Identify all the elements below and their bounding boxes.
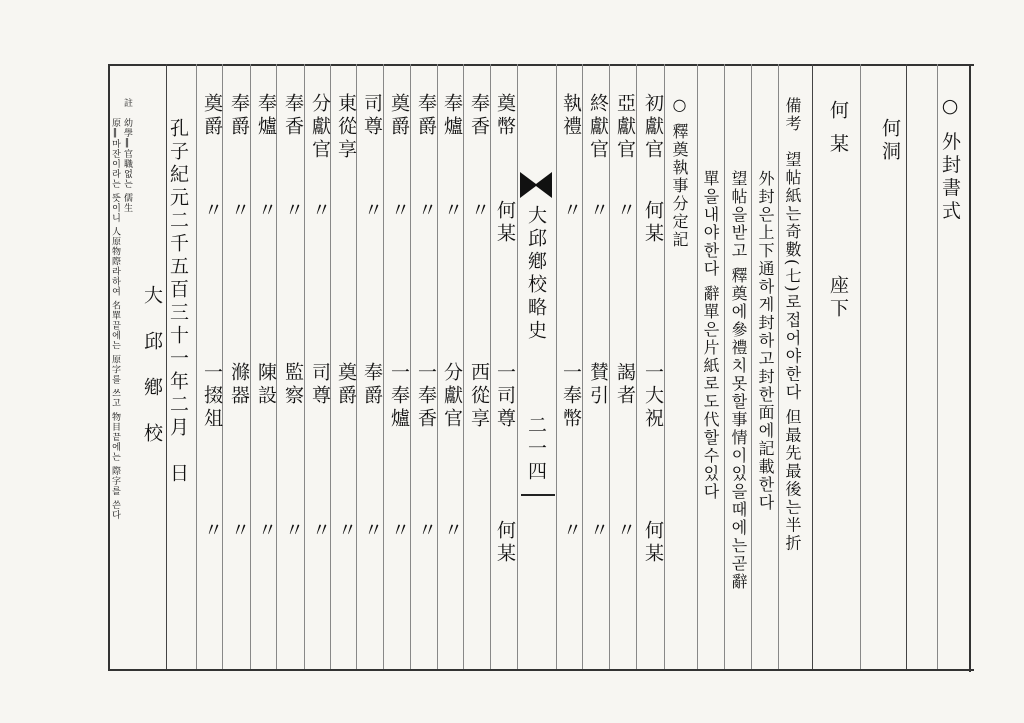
rule (196, 64, 197, 669)
roster-top: 奉爐 (255, 93, 277, 139)
roster-top: 分獻官 (309, 93, 331, 162)
duty-last: 何某 (642, 520, 664, 566)
remarks-line-4: 單을내야한다 辭單은片紙로도代할수있다 (701, 170, 720, 502)
rule (751, 64, 752, 669)
footnote-label: 註 (122, 98, 132, 108)
rule (463, 64, 464, 669)
rule (812, 64, 813, 669)
roster-mid: 〃 (468, 200, 490, 223)
roster-mid: 〃 (228, 200, 250, 223)
roster-top: 奉香 (282, 93, 304, 139)
roster-top: 司尊 (361, 93, 383, 139)
roster-last: 〃 (415, 520, 437, 543)
roster-top: 奉爵 (415, 93, 437, 139)
page-number-rule (521, 494, 555, 496)
duty-top: 終獻官 (587, 93, 609, 162)
roster-last: 〃 (388, 520, 410, 543)
rule (383, 64, 384, 669)
rule (437, 64, 438, 669)
rule (664, 64, 665, 669)
recipient-name: 何 某 (827, 100, 849, 157)
roster-last: 〃 (335, 520, 357, 543)
duty-mid: 〃 (560, 200, 582, 223)
section-title: ○ 外封書式 (939, 95, 961, 224)
institution-name: 大 邱 鄕 校 (141, 285, 163, 446)
duty-mid: 〃 (614, 200, 636, 223)
rule (636, 64, 637, 669)
duty-lower: 一奉幣 (560, 362, 582, 431)
roster-top: 奉爵 (228, 93, 250, 139)
duty-last: 〃 (587, 520, 609, 543)
duty-top: 執禮 (560, 93, 582, 139)
roster-mid: 〃 (415, 200, 437, 223)
remarks-line-3: 望帖을받고 釋奠에參禮치못할事情이있을때에는곧辭 (729, 170, 748, 592)
roster-mid: 〃 (361, 200, 383, 223)
rule (697, 64, 698, 669)
rule (304, 64, 305, 669)
roster-mid: 〃 (282, 200, 304, 223)
roster-last: 〃 (255, 520, 277, 543)
roster-mid: 〃 (255, 200, 277, 223)
rule (582, 64, 583, 669)
roster-lower: 滌器 (228, 362, 250, 408)
duty-lower: 一大祝 (642, 362, 664, 431)
rule (860, 64, 861, 669)
roster-lower: 一奉爐 (388, 362, 410, 431)
roster-last: 〃 (361, 520, 383, 543)
roster-top: 奠幣 (494, 93, 516, 139)
rule (410, 64, 411, 669)
duty-mid: 何某 (642, 200, 664, 246)
rule (778, 64, 779, 669)
roster-lower: 奠爵 (335, 362, 357, 408)
rule (490, 64, 491, 669)
footnote-line-2: 原‖마잔이라는 뜻이니 人原物際라하여 名單끝에는 原字를 쓰고 物目끝에는 際字를 쓴다 (110, 118, 120, 520)
roster-top: 奉香 (468, 93, 490, 139)
rule (250, 64, 251, 669)
rule (609, 64, 610, 669)
duty-mid: 〃 (587, 200, 609, 223)
duty-top: 亞獻官 (614, 93, 636, 162)
roster-last: 何某 (494, 520, 516, 566)
roster-last: 〃 (228, 520, 250, 543)
recipient-place: 何洞 (879, 118, 901, 164)
ribbon-ornament (518, 170, 554, 200)
footnote-line-1: 幼學‖官職없는 儒生 (122, 118, 132, 213)
book-title: 大邱鄕校略史 (525, 205, 547, 343)
roster-top: 東從享 (335, 93, 357, 162)
roster-lower: 西從享 (468, 362, 490, 431)
page-frame-right (969, 64, 971, 672)
honorific: 座下 (827, 275, 849, 321)
roster-mid: 〃 (309, 200, 331, 223)
remarks-line-1: 備考 望帖紙는奇數(七)로접어야한다 但最先最後는半折 (783, 97, 802, 553)
roster-lower: 司尊 (309, 362, 331, 408)
rule (556, 64, 557, 669)
roster-lower: 陳設 (255, 362, 277, 408)
roster-mid: 〃 (441, 200, 463, 223)
rule (724, 64, 725, 669)
roster-top: 奠爵 (201, 93, 223, 139)
rule (906, 64, 907, 669)
duty-lower: 謁者 (614, 362, 636, 408)
roster-mid: 何某 (494, 200, 516, 246)
roster-top: 奉爐 (441, 93, 463, 139)
roster-lower: 奉爵 (361, 362, 383, 408)
remarks-line-2: 外封은上下通하게封하고封한面에記載한다 (756, 170, 775, 512)
roster-lower: 一司尊 (494, 362, 516, 431)
duty-last: 〃 (560, 520, 582, 543)
duties-title: ○ 釋奠執事分定記 (670, 95, 689, 250)
roster-last: 〃 (201, 520, 223, 543)
duty-last: 〃 (614, 520, 636, 543)
roster-lower: 分獻官 (441, 362, 463, 431)
roster-last: 〃 (309, 520, 331, 543)
rule (517, 64, 518, 669)
roster-mid: 〃 (201, 200, 223, 223)
duty-lower: 賛引 (587, 362, 609, 408)
date-line: 孔子紀元二千五百三十一年二月 日 (167, 118, 189, 486)
page-number: 二一四 (525, 415, 547, 484)
roster-lower: 一掇俎 (201, 362, 223, 431)
roster-mid: 〃 (388, 200, 410, 223)
rule (937, 64, 938, 669)
roster-lower: 監察 (282, 362, 304, 408)
duty-top: 初獻官 (642, 93, 664, 162)
roster-top: 奠爵 (388, 93, 410, 139)
roster-last: 〃 (282, 520, 304, 543)
roster-last: 〃 (441, 520, 463, 543)
roster-lower: 一奉香 (415, 362, 437, 431)
